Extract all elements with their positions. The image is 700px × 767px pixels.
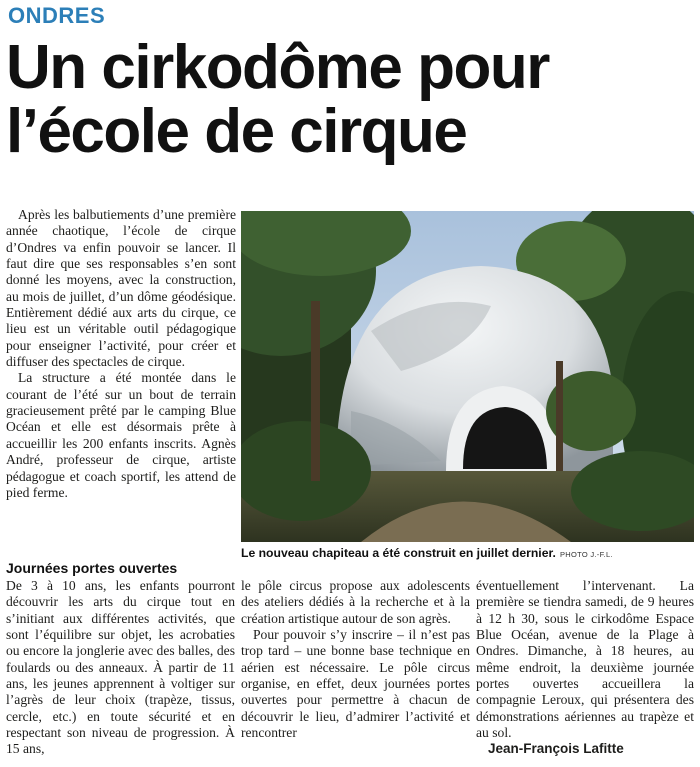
body-column-2 [241,578,470,741]
intro-column [6,207,236,501]
body-paragraph-3: Pour pouvoir s’y inscrire – il n’est pas trop tard – une bonne base technique en aérien est nécessaire. Le pôle circus organise, en effet, deux journées portes ouvertes pour permettre à chacun de découvrir le lieu, d’admirer l’activité et rencontrer [241,627,470,741]
photo-caption-text: Le nouveau chapiteau a été construit en juillet dernier. [241,546,556,560]
photo-credit: PHOTO J.-F.L. [559,550,613,559]
photo-caption [241,546,696,560]
intro-paragraph-2: La structure a été montée dans le courant de l’été sur un bout de terrain gracieusement prêté par le camping Blue Océan et elle est désormais prête à accueillir les 200 enfants inscrits. Agnès André, professeur de cirque, artiste pédagogue et coach sportif, les attend de pied ferme. [6,370,236,500]
body-paragraph-2: le pôle circus propose aux adolescents des ateliers dédiés à la recherche et à la création artistique autour de son agrès. [241,578,470,626]
headline-line-2: l’école de cirque [6,97,467,166]
section-subhead: Journées portes ouvertes [6,560,178,576]
body-column-3 [476,578,694,758]
author-signature: Jean-François Lafitte [488,741,624,757]
body-paragraph-4: éventuellement l’intervenant. La première se tiendra samedi, de 9 heures à 12 h 30, sous le cirkodôme Espace Blue Océan, avenue de la Plage à Ondres. Dimanche, à 18 heures, au même endroit, la deuxième journée portes ouvertes accueillera la compagnie Leroux, qui présentera des démonstrations aériennes au trapèze et au sol. [476,578,694,741]
body-paragraph-1: De 3 à 10 ans, les enfants pourront découvrir les arts du cirque tout en s’initiant aux différentes activités, que sont l’équilibre sur objet, les acrobaties ou encore la jonglerie avec des balles, des foulards ou des anneaux. À partir de 11 ans, les jeunes apprennent à voltiger sur l’agrès de leur choix (trapèze, tissus, cercle, etc.) en toute sécurité et en respectant son niveau de progression. À 15 ans, [6,578,235,757]
headline [6,33,696,166]
body-column-1 [6,578,235,758]
section-kicker: ONDRES [8,3,106,28]
headline-line-1: Un cirkodôme pour [6,33,549,102]
dome-photo [241,211,694,542]
dome-photo-illustration [241,211,694,542]
intro-paragraph-1: Après les balbutiements d’une première année chaotique, l’école de cirque d’Ondres va enfin pouvoir se lancer. Il faut dire que ses responsables s’en sont donné les moyens, avec la construction, au mois de juillet, d’un dôme géodésique. Entièrement dédié aux arts du cirque, ce lieu est un véritable outil pédagogique pour enseigner l’activité, pour créer et diffuser des spectacles de cirque. [6,207,236,370]
